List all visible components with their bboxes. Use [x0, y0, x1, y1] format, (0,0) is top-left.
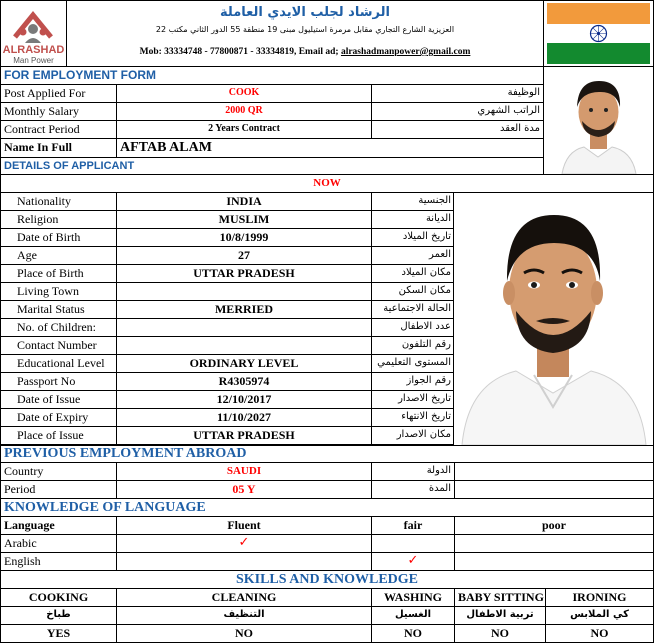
applicant-portrait-icon — [544, 67, 653, 174]
applicant-portrait-large-icon — [454, 193, 653, 445]
detail-value: 11/10/2027 — [116, 408, 372, 427]
logo-subtext: Man Power — [13, 56, 54, 65]
language-name-english: English — [0, 552, 117, 571]
previous-section-title: PREVIOUS EMPLOYMENT ABROAD — [0, 445, 654, 463]
detail-value: MUSLIM — [116, 210, 372, 229]
english-poor-check — [454, 552, 654, 571]
period-value: 05 Y — [116, 480, 372, 499]
detail-value — [116, 336, 372, 355]
name-value: AFTAB ALAM — [116, 138, 544, 158]
contact-phones: Mob: 33334748 - 77800871 - 33334819, Email ad; — [139, 47, 339, 57]
period-blank — [454, 480, 654, 499]
country-label-ar: الدولة — [371, 462, 455, 481]
detail-label-ar: الجنسية — [371, 192, 455, 211]
english-fluent-check — [116, 552, 372, 571]
skill-name-ar: طباخ — [0, 606, 117, 625]
skill-value: YES — [0, 624, 117, 643]
detail-value: 10/8/1999 — [116, 228, 372, 247]
skill-name-ar: كي الملابس — [545, 606, 654, 625]
detail-label: Date of Birth — [0, 228, 117, 247]
detail-value: R4305974 — [116, 372, 372, 391]
company-name-ar: الرشاد لجلب الايدي العاملة — [220, 5, 390, 20]
skill-value: NO — [116, 624, 372, 643]
post-label: Post Applied For — [0, 84, 117, 103]
detail-value: 27 — [116, 246, 372, 265]
name-label: Name In Full — [0, 138, 117, 158]
company-logo — [0, 0, 67, 67]
period-label-ar: المدة — [371, 480, 455, 499]
country-blank — [454, 462, 654, 481]
contract-label: Contract Period — [0, 120, 117, 139]
company-contact — [67, 47, 543, 57]
detail-label-ar: العمر — [371, 246, 455, 265]
detail-label: Religion — [0, 210, 117, 229]
detail-value: MERRIED — [116, 300, 372, 319]
employment-section-title: FOR EMPLOYMENT FORM — [0, 66, 544, 85]
detail-label: Place of Issue — [0, 426, 117, 445]
fair-col-header: fair — [371, 516, 455, 535]
detail-label: Place of Birth — [0, 264, 117, 283]
detail-label: Date of Expiry — [0, 408, 117, 427]
contract-value: 2 Years Contract — [116, 120, 372, 139]
skill-name-ar: تربية الاطفال — [454, 606, 546, 625]
poor-col-header: poor — [454, 516, 654, 535]
detail-label-ar: عدد الاطفال — [371, 318, 455, 337]
skill-value: NO — [454, 624, 546, 643]
india-flag — [543, 0, 654, 67]
skill-name: IRONING — [545, 588, 654, 607]
detail-label-ar: المستوى التعليمي — [371, 354, 455, 373]
detail-label-ar: مكان السكن — [371, 282, 455, 301]
skill-name: BABY SITTING — [454, 588, 546, 607]
skill-name-ar: الغسيل — [371, 606, 455, 625]
flag-green-band — [547, 43, 650, 64]
ashoka-chakra-icon — [589, 24, 608, 43]
detail-label: Marital Status — [0, 300, 117, 319]
language-col-header: Language — [0, 516, 117, 535]
country-label: Country — [0, 462, 117, 481]
period-label: Period — [0, 480, 117, 499]
applicant-photo — [453, 192, 654, 446]
language-section-title: KNOWLEDGE OF LANGUAGE — [0, 498, 654, 517]
detail-label-ar: رقم التلفون — [371, 336, 455, 355]
skill-name: COOKING — [0, 588, 117, 607]
detail-value: INDIA — [116, 192, 372, 211]
detail-label: Living Town — [0, 282, 117, 301]
fluent-col-header: Fluent — [116, 516, 372, 535]
arabic-fair-check — [371, 534, 455, 553]
country-value: SAUDI — [116, 462, 372, 481]
detail-label: Nationality — [0, 192, 117, 211]
post-label-ar: الوظيفة — [371, 84, 544, 103]
arabic-fluent-check: ✓ — [116, 534, 372, 553]
detail-label-ar: تاريخ الميلاد — [371, 228, 455, 247]
post-value: COOK — [116, 84, 372, 103]
skill-value: NO — [545, 624, 654, 643]
flag-saffron-band — [547, 3, 650, 24]
detail-value: ORDINARY LEVEL — [116, 354, 372, 373]
language-name-arabic: Arabic — [0, 534, 117, 553]
contact-email[interactable]: alrashadmanpower@gmail.com — [340, 47, 471, 57]
skill-name: CLEANING — [116, 588, 372, 607]
logo-text: ALRASHAD — [2, 44, 65, 56]
detail-label-ar: الحالة الاجتماعية — [371, 300, 455, 319]
company-address-ar: العزيزية الشارع التجاري مقابل مرمرة استيليول مبنى 19 منطقة 55 الدور الثاني مكتب 22 — [155, 25, 455, 34]
salary-label-ar: الراتب الشهري — [371, 102, 544, 121]
detail-value: UTTAR PRADESH — [116, 426, 372, 445]
detail-value — [116, 318, 372, 337]
skill-value: NO — [371, 624, 455, 643]
detail-label-ar: تاريخ الانتهاء — [371, 408, 455, 427]
detail-label-ar: مكان الميلاد — [371, 264, 455, 283]
detail-value — [116, 282, 372, 301]
detail-label: Contact Number — [0, 336, 117, 355]
detail-label-ar: رقم الجواز — [371, 372, 455, 391]
detail-label-ar: الديانة — [371, 210, 455, 229]
detail-label-ar: تاريخ الاصدار — [371, 390, 455, 409]
detail-label: Age — [0, 246, 117, 265]
company-header — [66, 0, 544, 67]
arabic-poor-check — [454, 534, 654, 553]
detail-label: Date of Issue — [0, 390, 117, 409]
english-fair-check: ✓ — [371, 552, 455, 571]
skills-section-title: SKILLS AND KNOWLEDGE — [0, 570, 654, 589]
passport-photo-small — [543, 66, 654, 175]
applicant-section-title: DETAILS OF APPLICANT — [0, 157, 544, 175]
detail-label-ar: مكان الاصدار — [371, 426, 455, 445]
contract-label-ar: مدة العقد — [371, 120, 544, 139]
detail-label: Educational Level — [0, 354, 117, 373]
skill-name-ar: التنظيف — [116, 606, 372, 625]
salary-value: 2000 QR — [116, 102, 372, 121]
applicant-status: NOW — [0, 174, 654, 193]
skill-name: WASHING — [371, 588, 455, 607]
detail-value: UTTAR PRADESH — [116, 264, 372, 283]
salary-label: Monthly Salary — [0, 102, 117, 121]
detail-value: 12/10/2017 — [116, 390, 372, 409]
logo-people-icon — [1, 3, 66, 47]
detail-label: Passport No — [0, 372, 117, 391]
detail-label: No. of Children: — [0, 318, 117, 337]
